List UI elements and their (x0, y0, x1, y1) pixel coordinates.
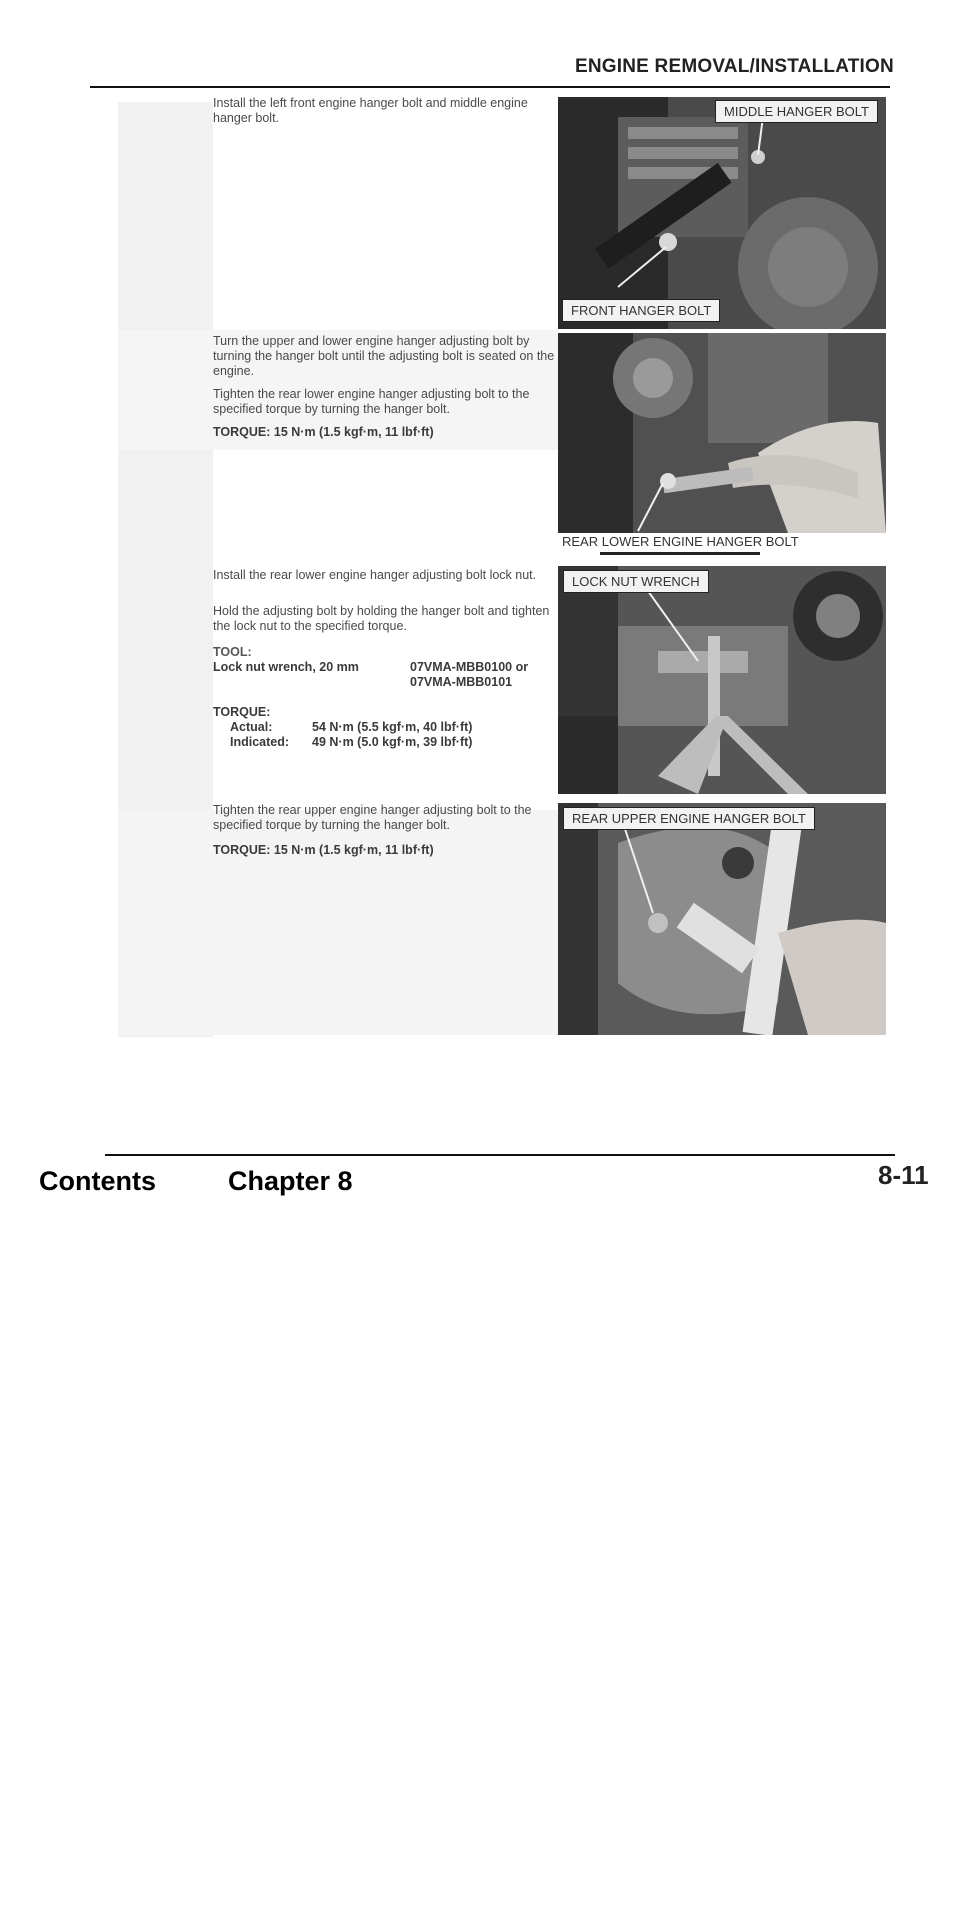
torque-indicated-value: 49 N·m (5.0 kgf·m, 39 lbf·ft) (312, 735, 473, 749)
torque-actual-value: 54 N·m (5.5 kgf·m, 40 lbf·ft) (312, 720, 473, 734)
label-rear-lower-hanger-bolt: REAR LOWER ENGINE HANGER BOLT (562, 534, 799, 549)
step-3-text-a: Install the rear lower engine hanger adjusting bolt lock nut. (213, 568, 537, 582)
chapter-8-link[interactable]: Chapter 8 (228, 1166, 353, 1196)
footer-rule (105, 1154, 895, 1156)
torque-actual-label: Actual: (230, 720, 273, 734)
tool-number-2: 07VMA-MBB0101 (410, 675, 513, 689)
torque-indicated-label: Indicated: (230, 735, 290, 749)
engine-photo-3 (558, 566, 886, 794)
page-number: 8-11 (878, 1160, 929, 1190)
engine-photo-1 (558, 97, 886, 329)
callout-lock-nut-wrench: LOCK NUT WRENCH (563, 570, 709, 593)
engine-photo-2 (558, 333, 886, 533)
label-underline (600, 552, 760, 555)
photo-rear-lower-hanger-bolt (558, 333, 886, 533)
step-1-text: Install the left front engine hanger bolt and middle engine hanger bolt. (213, 96, 528, 125)
callout-front-hanger-bolt: FRONT HANGER BOLT (562, 299, 720, 322)
callout-middle-hanger-bolt: MIDDLE HANGER BOLT (715, 100, 878, 123)
engine-photo-4 (558, 803, 886, 1035)
step-4-text: Tighten the rear upper engine hanger adjusting bolt to the specified torque by turning the hanger bolt. (213, 803, 532, 832)
photo-lock-nut-wrench (558, 566, 886, 794)
tool-heading: TOOL: (213, 645, 252, 659)
photo-rear-upper-hanger-bolt (558, 803, 886, 1035)
header-rule (90, 86, 890, 88)
step-4-torque: TORQUE: 15 N·m (1.5 kgf·m, 11 lbf·ft) (213, 843, 434, 857)
callout-rear-upper-hanger-bolt: REAR UPPER ENGINE HANGER BOLT (563, 807, 815, 830)
tool-number-1: 07VMA-MBB0100 or (410, 660, 529, 674)
step-2-torque: TORQUE: 15 N·m (1.5 kgf·m, 11 lbf·ft) (213, 425, 434, 439)
torque-heading: TORQUE: (213, 705, 271, 719)
contents-link[interactable]: Contents (39, 1166, 156, 1196)
step-2-text-a: Turn the upper and lower engine hanger adjusting bolt by turning the hanger bolt until the adjusting bolt is seated on the engine. (213, 334, 555, 378)
step-3-text-b: Hold the adjusting bolt by holding the hanger bolt and tighten the lock nut to the specified torque. (213, 604, 550, 633)
section-title: ENGINE REMOVAL/INSTALLATION (575, 56, 894, 77)
tool-name: Lock nut wrench, 20 mm (213, 660, 359, 674)
photo-middle-front-hanger-bolt (558, 97, 886, 329)
step-2-text-b: Tighten the rear lower engine hanger adjusting bolt to the specified torque by turning the hanger bolt. (213, 387, 530, 416)
